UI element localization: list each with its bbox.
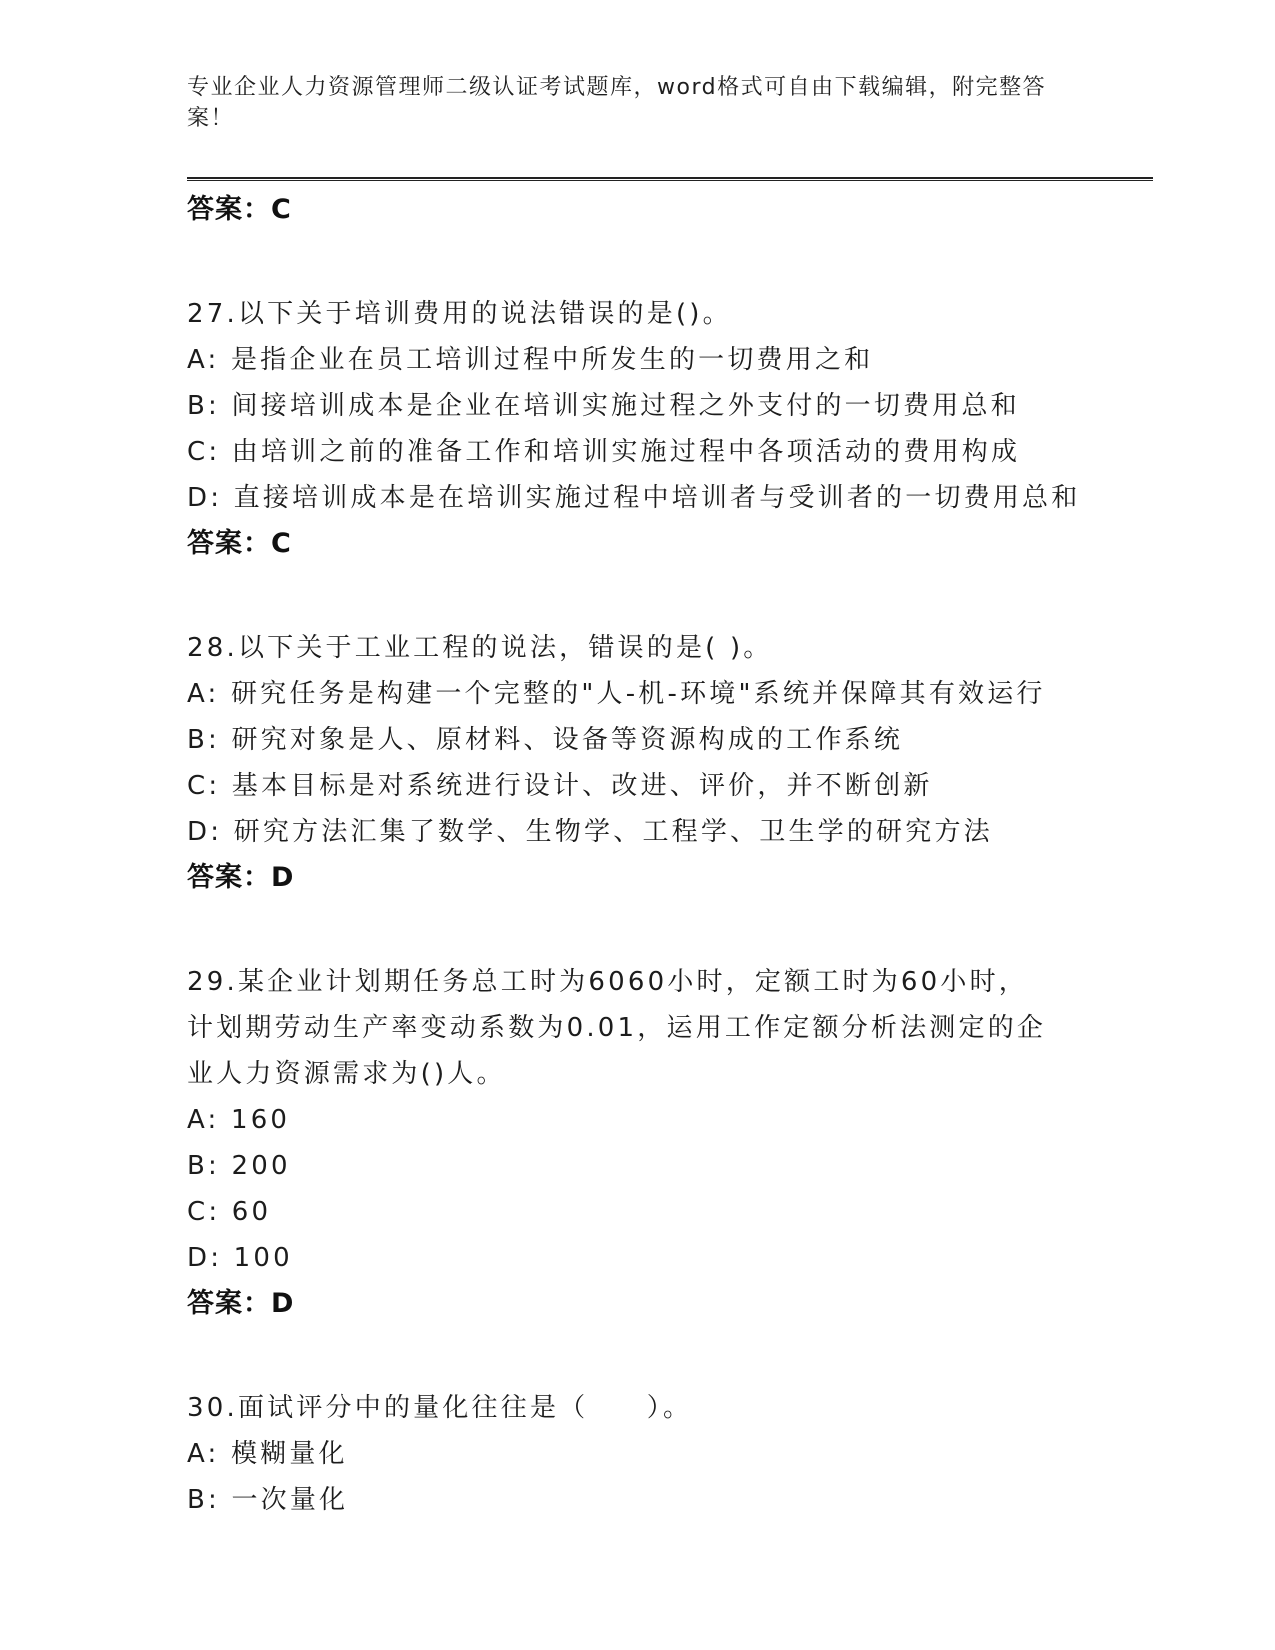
spacer [187,1327,1153,1385]
answer-26: 答案：C [187,194,292,225]
spacer [187,567,1153,625]
question-stem: 27.以下关于培训费用的说法错误的是()。 [187,299,732,329]
option-c: C: 60 [187,1197,272,1227]
answer: 答案：D [187,862,295,893]
answer: 答案：C [187,528,292,559]
header-divider [187,177,1153,181]
question-stem: 28.以下关于工业工程的说法，错误的是( )。 [187,633,773,663]
spacer [187,233,1153,291]
option-b: B: 200 [187,1151,291,1181]
option-a: A: 模糊量化 [187,1439,348,1469]
answer: 答案：D [187,1288,295,1319]
option-a: A: 160 [187,1105,291,1135]
question-28 [187,625,1153,901]
option-b: B: 间接培训成本是企业在培训实施过程之外支付的一切费用总和 [187,391,1020,421]
option-d: D: 直接培训成本是在培训实施过程中培训者与受训者的一切费用总和 [187,483,1081,513]
question-stem: 29.某企业计划期任务总工时为6060小时，定额工时为60小时，计划期劳动生产率变动系数为0.01，运用工作定额分析法测定的企业人力资源需求为()人。 [187,967,1047,1089]
question-stem: 30.面试评分中的量化往往是（ ）。 [187,1393,693,1423]
option-a: A: 研究任务是构建一个完整的"人-机-环境"系统并保障其有效运行 [187,679,1046,709]
question-27 [187,291,1153,567]
option-b: B: 研究对象是人、原材料、设备等资源构成的工作系统 [187,725,904,755]
option-b: B: 一次量化 [187,1485,349,1515]
option-c: C: 由培训之前的准备工作和培训实施过程中各项活动的费用构成 [187,437,1021,467]
option-d: D: 研究方法汇集了数学、生物学、工程学、卫生学的研究方法 [187,817,993,847]
option-d: D: 100 [187,1243,293,1273]
option-c: C: 基本目标是对系统进行设计、改进、评价，并不断创新 [187,771,933,801]
spacer [187,901,1153,959]
question-29 [187,959,1153,1327]
option-a: A: 是指企业在员工培训过程中所发生的一切费用之和 [187,345,874,375]
question-30 [187,1385,1153,1523]
question-list [187,187,1153,1523]
page-header: 专业企业人力资源管理师二级认证考试题库，word格式可自由下载编辑，附完整答案！ [187,75,1047,131]
